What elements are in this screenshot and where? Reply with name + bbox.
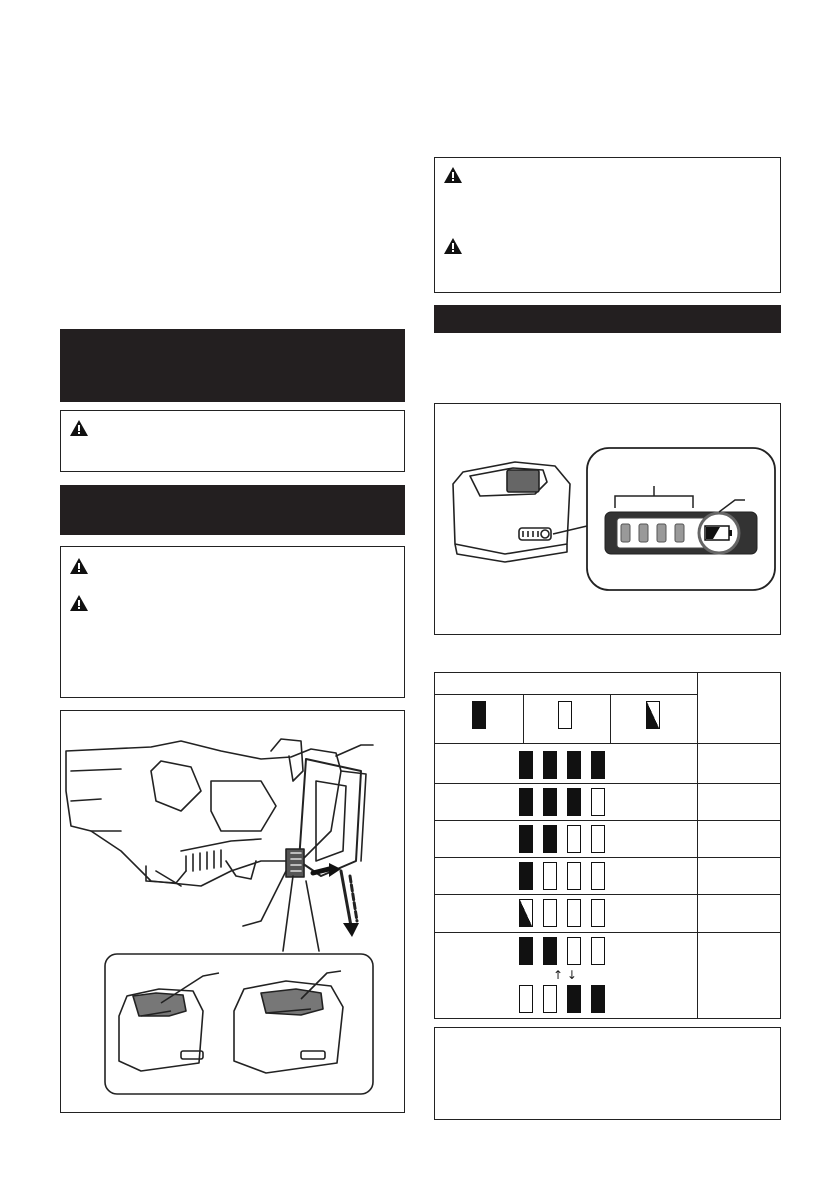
- warning-triangle-icon: [443, 237, 463, 255]
- indicator-lamp-off: [591, 862, 605, 890]
- indicator-lamp-lighted: [543, 751, 557, 779]
- alternating-arrows: ↑ ↓: [553, 968, 577, 982]
- indicator-lamp-off: [543, 899, 557, 927]
- note-box: [434, 1027, 781, 1120]
- indicator-lamp-blinking: [519, 899, 533, 927]
- indicator-lamp-lighted: [519, 751, 533, 779]
- section-heading-bar: [434, 305, 781, 333]
- indicator-lamp-lighted: [519, 825, 533, 853]
- indicator-lamp-lighted: [567, 788, 581, 816]
- indicator-lamp-off: [567, 862, 581, 890]
- indicator-lamp-lighted: [591, 985, 605, 1013]
- indicator-lamp-lighted: [519, 862, 533, 890]
- warning-triangle-icon: [69, 419, 89, 437]
- indicator-lamp-lighted: [567, 751, 581, 779]
- indicator-lamp-off: [543, 985, 557, 1013]
- indicator-lamp-lighted: [543, 937, 557, 965]
- indicator-table: [434, 672, 781, 1019]
- indicator-lamp-off: [567, 825, 581, 853]
- warning-box: [434, 157, 781, 293]
- indicator-lamp-lighted: [543, 825, 557, 853]
- warning-triangle-icon: [443, 166, 463, 184]
- indicator-lamp-off: [519, 985, 533, 1013]
- indicator-lamp-off: [567, 899, 581, 927]
- indicator-lamp-lighted: [567, 985, 581, 1013]
- indicator-lamp-off: [591, 937, 605, 965]
- indicator-lamp-off: [543, 862, 557, 890]
- indicator-lamp-off: [567, 937, 581, 965]
- warning-box: [60, 546, 405, 698]
- indicator-lamp-off: [591, 788, 605, 816]
- indicator-lamp-lighted: [591, 751, 605, 779]
- indicator-lamp-lighted: [519, 788, 533, 816]
- tool-figure: [60, 710, 405, 1113]
- battery-indicator-figure: [434, 403, 781, 635]
- section-heading-bar: [60, 485, 405, 535]
- indicator-lamp-lighted: [519, 937, 533, 965]
- tool-illustration-icon: [61, 711, 403, 1111]
- section-heading-bar: [60, 329, 405, 402]
- battery-charger-icon: [435, 404, 779, 633]
- warning-triangle-icon: [69, 557, 89, 575]
- battery-status-icon: [705, 526, 732, 540]
- indicator-lamp-lighted: [543, 788, 557, 816]
- warning-triangle-icon: [69, 594, 89, 612]
- warning-box: [60, 410, 405, 472]
- indicator-lamp-off: [591, 825, 605, 853]
- indicator-rows: [435, 673, 697, 1018]
- indicator-lamp-off: [591, 899, 605, 927]
